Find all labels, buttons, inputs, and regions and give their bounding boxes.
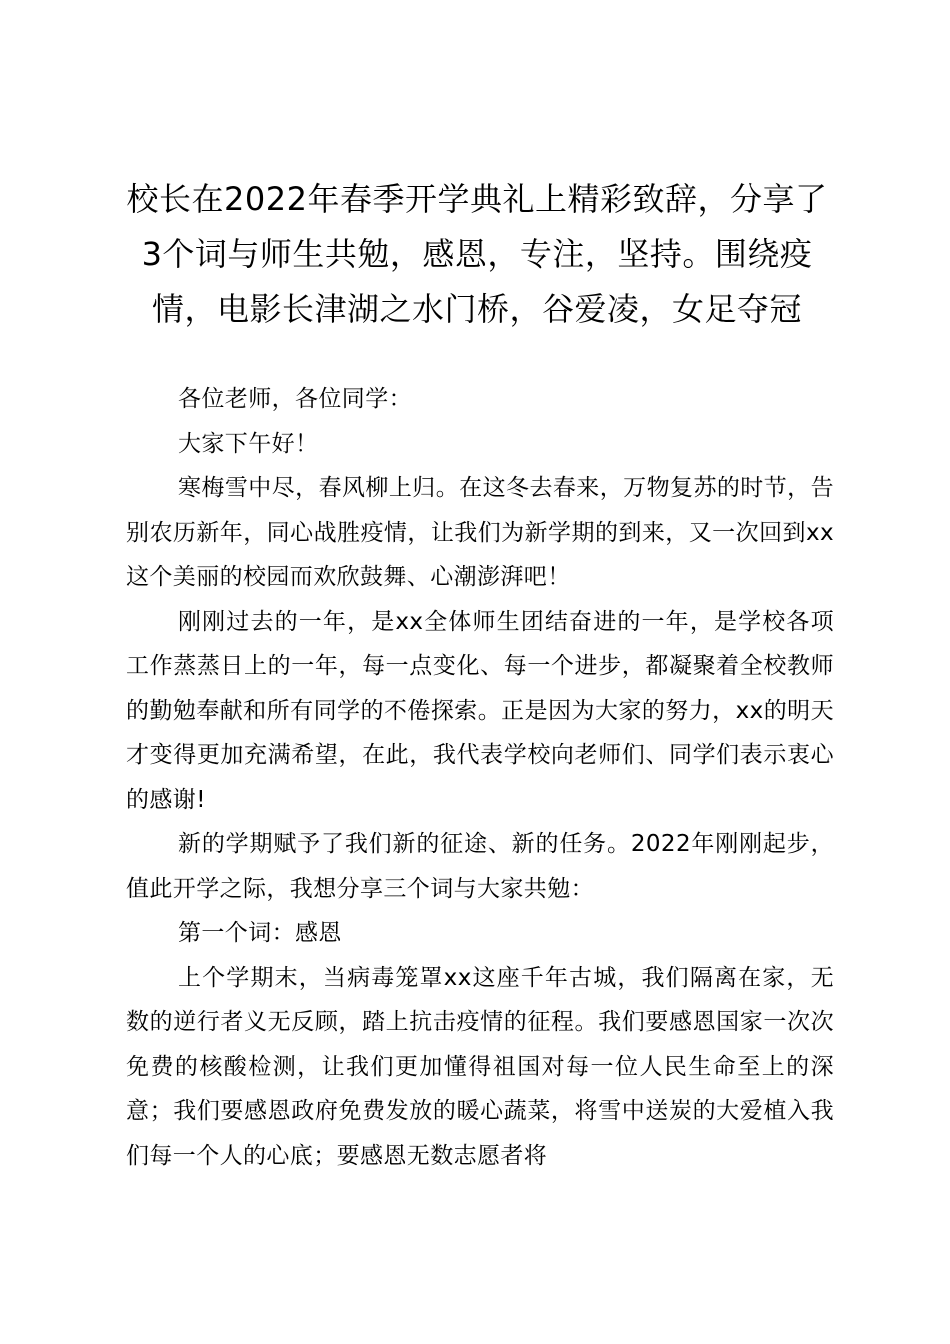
body-paragraph: 寒梅雪中尽，春风柳上归。在这冬去春来，万物复苏的时节，告别农历新年，同心战胜疫情，让我们为新学期的到来，又一次回到xx这个美丽的校园而欢欣鼓舞、心潮澎湃吧！ xyxy=(126,475,834,590)
document-title: 校长在2022年春季开学典礼上精彩致辞，分享了3个词与师生共勉，感恩，专注，坚持。围绕疫情，电影长津湖之水门桥，谷爱凌，女足夺冠 xyxy=(126,180,828,328)
body-paragraph: 新的学期赋予了我们新的征途、新的任务。2022年刚刚起步，值此开学之际，我想分享三个词与大家共勉： xyxy=(126,831,834,902)
salutation-paragraph: 各位老师，各位同学： xyxy=(178,386,412,412)
body-paragraph: 上个学期末，当病毒笼罩xx这座千年古城，我们隔离在家，无数的逆行者义无反顾，踏上抗击疫情的征程。我们要感恩国家一次次免费的核酸检测，让我们更加懂得祖国对每一位人民生命至上的深意；我们要感恩政府免费发放的暖心蔬菜，将雪中送炭的大爱植入我们每一个人的心底；要感恩无数志愿者将 xyxy=(126,964,834,1169)
body-paragraph: 刚刚过去的一年，是xx全体师生团结奋进的一年，是学校各项工作蒸蒸日上的一年，每一点变化、每一个进步，都凝聚着全校教师的勤勉奉献和所有同学的不倦探索。正是因为大家的努力，xx的明天才变得更加充满希望，在此，我代表学校向老师们、同学们表示衷心的感谢! xyxy=(126,608,834,813)
document-body xyxy=(126,377,834,1178)
greeting-paragraph: 大家下午好！ xyxy=(178,430,319,457)
section-heading: 第一个词：感恩 xyxy=(178,920,342,946)
